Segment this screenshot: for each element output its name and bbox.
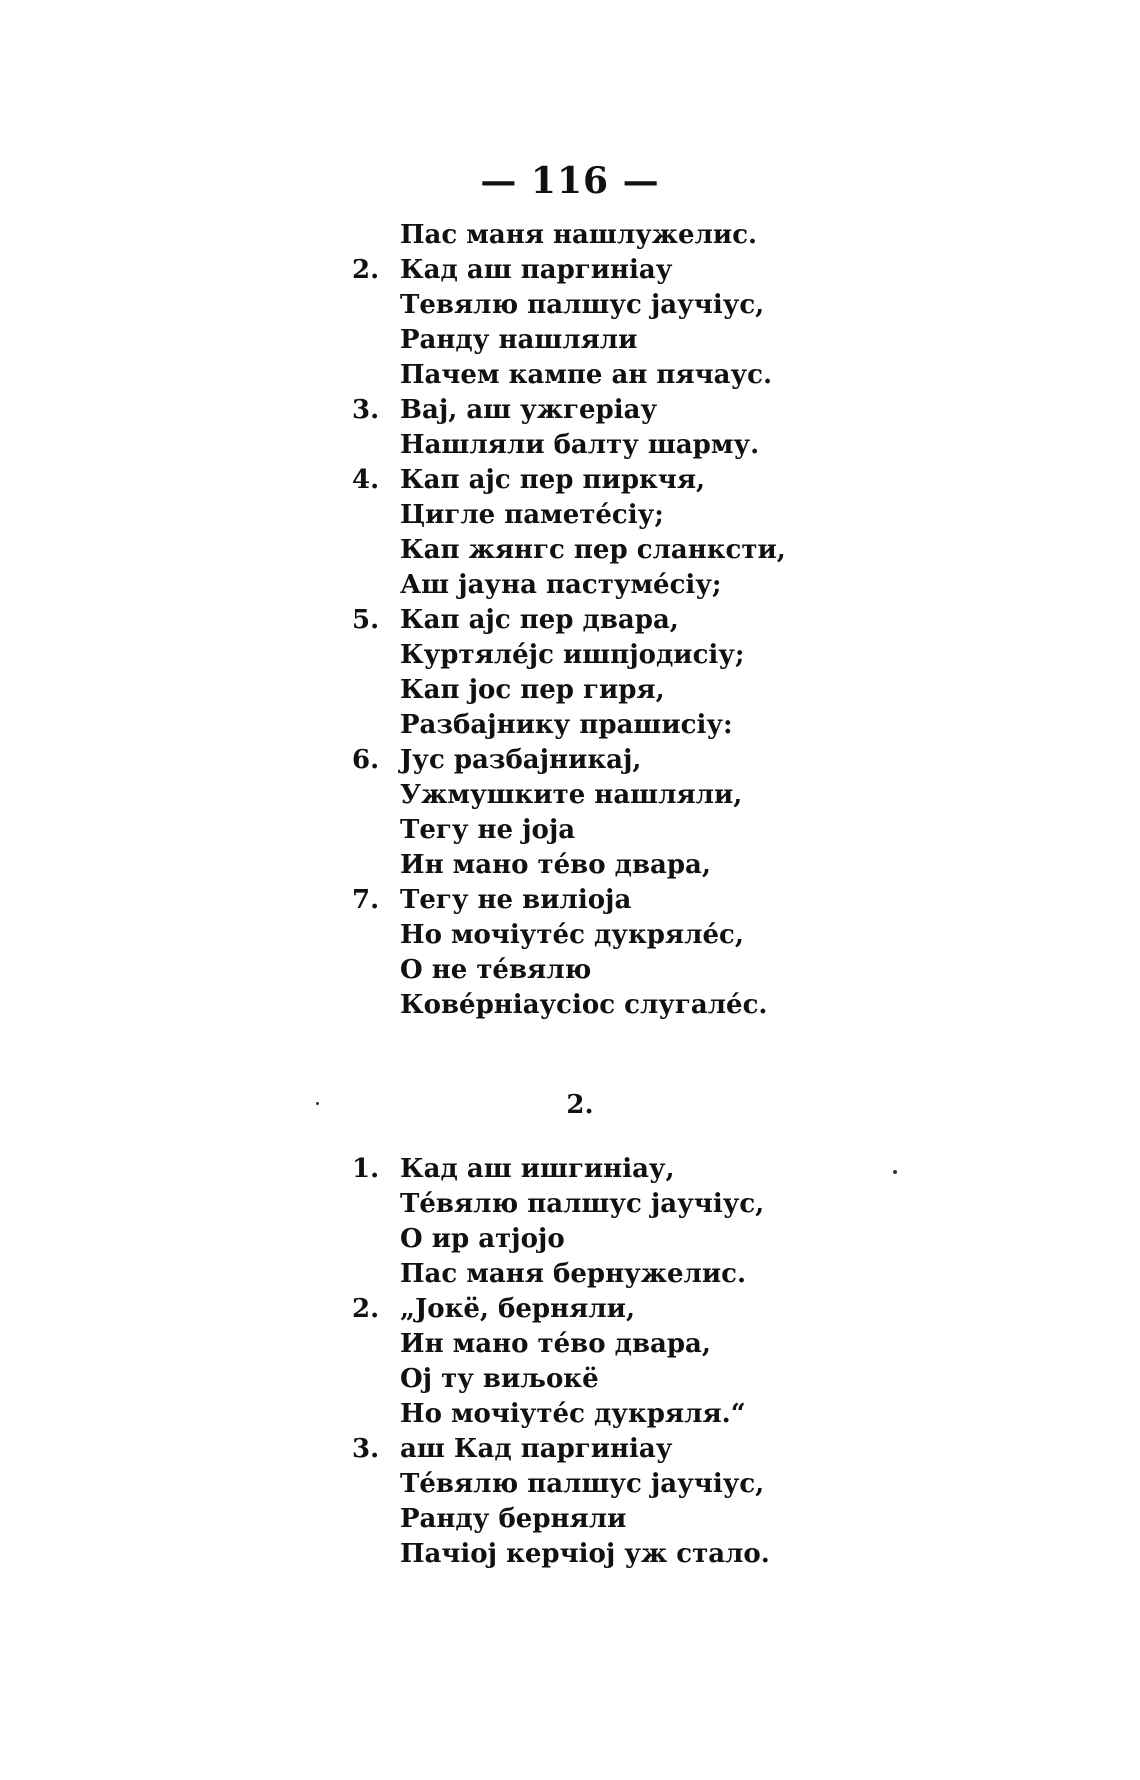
stanza-number: 2. xyxy=(352,1294,380,1324)
verse-text: Кад аш ишгиніау, xyxy=(400,1154,675,1184)
verse-text: Аш јауна пастуме́сіу; xyxy=(400,570,722,600)
verse-text: Цигле памете́сіу; xyxy=(400,500,664,530)
verse-text: Кап ајс пер двара, xyxy=(400,605,679,635)
stanza-number: 3. xyxy=(352,1434,380,1464)
verse-line xyxy=(360,953,920,988)
verse-line xyxy=(360,288,920,323)
verse-text: Ин мано те́во двара, xyxy=(400,1329,711,1359)
verse-text: Кап јос пер гиря, xyxy=(400,675,665,705)
verse-line xyxy=(352,603,920,638)
verse-text: Ужмушките нашляли, xyxy=(400,780,743,810)
verse-text: Ранду берняли xyxy=(400,1504,627,1534)
verse-text: Пас маня бернужелис. xyxy=(400,1259,747,1289)
verse-text: аш Кад паргиніау xyxy=(400,1434,673,1464)
verse-text: Тегу не виліоја xyxy=(400,885,632,915)
verse-text: Разбајнику прашисіу: xyxy=(400,710,733,740)
verse-text: О ир атјојо xyxy=(400,1224,565,1254)
verse-line xyxy=(352,743,920,778)
verse-text: Но мочіуте́с дукряле́с, xyxy=(400,920,744,950)
verse-text: О не те́вялю xyxy=(400,955,592,985)
verse-text: Кад аш паргиніау xyxy=(400,255,673,285)
verse-line xyxy=(360,673,920,708)
verse-line xyxy=(360,778,920,813)
verse-line xyxy=(360,533,920,568)
verse-line xyxy=(352,393,920,428)
verse-line xyxy=(352,253,920,288)
verse-text: Ранду нашляли xyxy=(400,325,638,355)
stanza-number: 2. xyxy=(352,255,380,285)
verse-text: Нашляли балту шарму. xyxy=(400,430,760,460)
verse-text: Те́вялю палшус јаучіус, xyxy=(400,1469,765,1499)
verse-line xyxy=(360,988,920,1023)
verse-line xyxy=(360,1537,920,1572)
verse-text: Ин мано те́во двара, xyxy=(400,850,711,880)
stanza-number: 5. xyxy=(352,605,380,635)
verse-text: Кап ајс пер пиркчя, xyxy=(400,465,706,495)
verse-line xyxy=(352,1152,920,1187)
verse-line xyxy=(360,1502,920,1537)
verse-line xyxy=(360,1467,920,1502)
verse-line xyxy=(360,638,920,673)
verse-text: Пачіој керчіој уж стало. xyxy=(400,1539,770,1569)
verse-text: Пас маня нашлужелис. xyxy=(400,220,758,250)
verse-line xyxy=(352,463,920,498)
verse-text: „Јокё, берняли, xyxy=(400,1294,635,1324)
poem-2 xyxy=(352,1152,920,1572)
stanza-number: 6. xyxy=(352,745,380,775)
stanza-number: 3. xyxy=(352,395,380,425)
scan-speck xyxy=(893,1170,897,1174)
verse-line xyxy=(360,1222,920,1257)
verse-line xyxy=(360,1257,920,1292)
verse-line xyxy=(360,813,920,848)
verse-line xyxy=(360,358,920,393)
verse-line xyxy=(360,1362,920,1397)
verse-line xyxy=(352,1292,920,1327)
verse-line xyxy=(352,1432,920,1467)
verse-text: Тегу не јоја xyxy=(400,815,576,845)
verse-line xyxy=(360,428,920,463)
verse-line xyxy=(360,323,920,358)
verse-line xyxy=(360,1397,920,1432)
poem-1 xyxy=(352,218,920,1023)
verse-text: Ој ту виљокё xyxy=(400,1364,599,1394)
verse-line xyxy=(360,1187,920,1222)
verse-text: Но мочіуте́с дукряля.“ xyxy=(400,1399,746,1429)
scan-speck xyxy=(316,1102,319,1105)
verse-text: Кап жянгс пер сланксти, xyxy=(400,535,786,565)
verse-line xyxy=(360,568,920,603)
stanza-number: 4. xyxy=(352,465,380,495)
verse-line xyxy=(360,1327,920,1362)
verse-text: Куртяле́јс ишпјодисіу; xyxy=(400,640,745,670)
verse-line xyxy=(360,498,920,533)
stanza-number: 1. xyxy=(352,1154,380,1184)
verse-text: Те́вялю палшус јаучіус, xyxy=(400,1189,765,1219)
stanza-number: 7. xyxy=(352,885,380,915)
section-number: 2. xyxy=(566,1090,594,1120)
verse-line xyxy=(360,918,920,953)
verse-line xyxy=(352,883,920,918)
verse-text: Вај, аш ужгеріау xyxy=(400,395,658,425)
page-number: — 116 — xyxy=(480,160,660,202)
verse-text: Кове́рніаусіос слугале́с. xyxy=(400,990,768,1020)
verse-text: Пачем кампе ан пячаус. xyxy=(400,360,773,390)
verse-text: Тевялю палшус јаучіус, xyxy=(400,290,765,320)
verse-line xyxy=(360,708,920,743)
verse-line xyxy=(360,218,920,253)
verse-text: Јус разбајникај, xyxy=(400,745,642,775)
verse-line xyxy=(360,848,920,883)
